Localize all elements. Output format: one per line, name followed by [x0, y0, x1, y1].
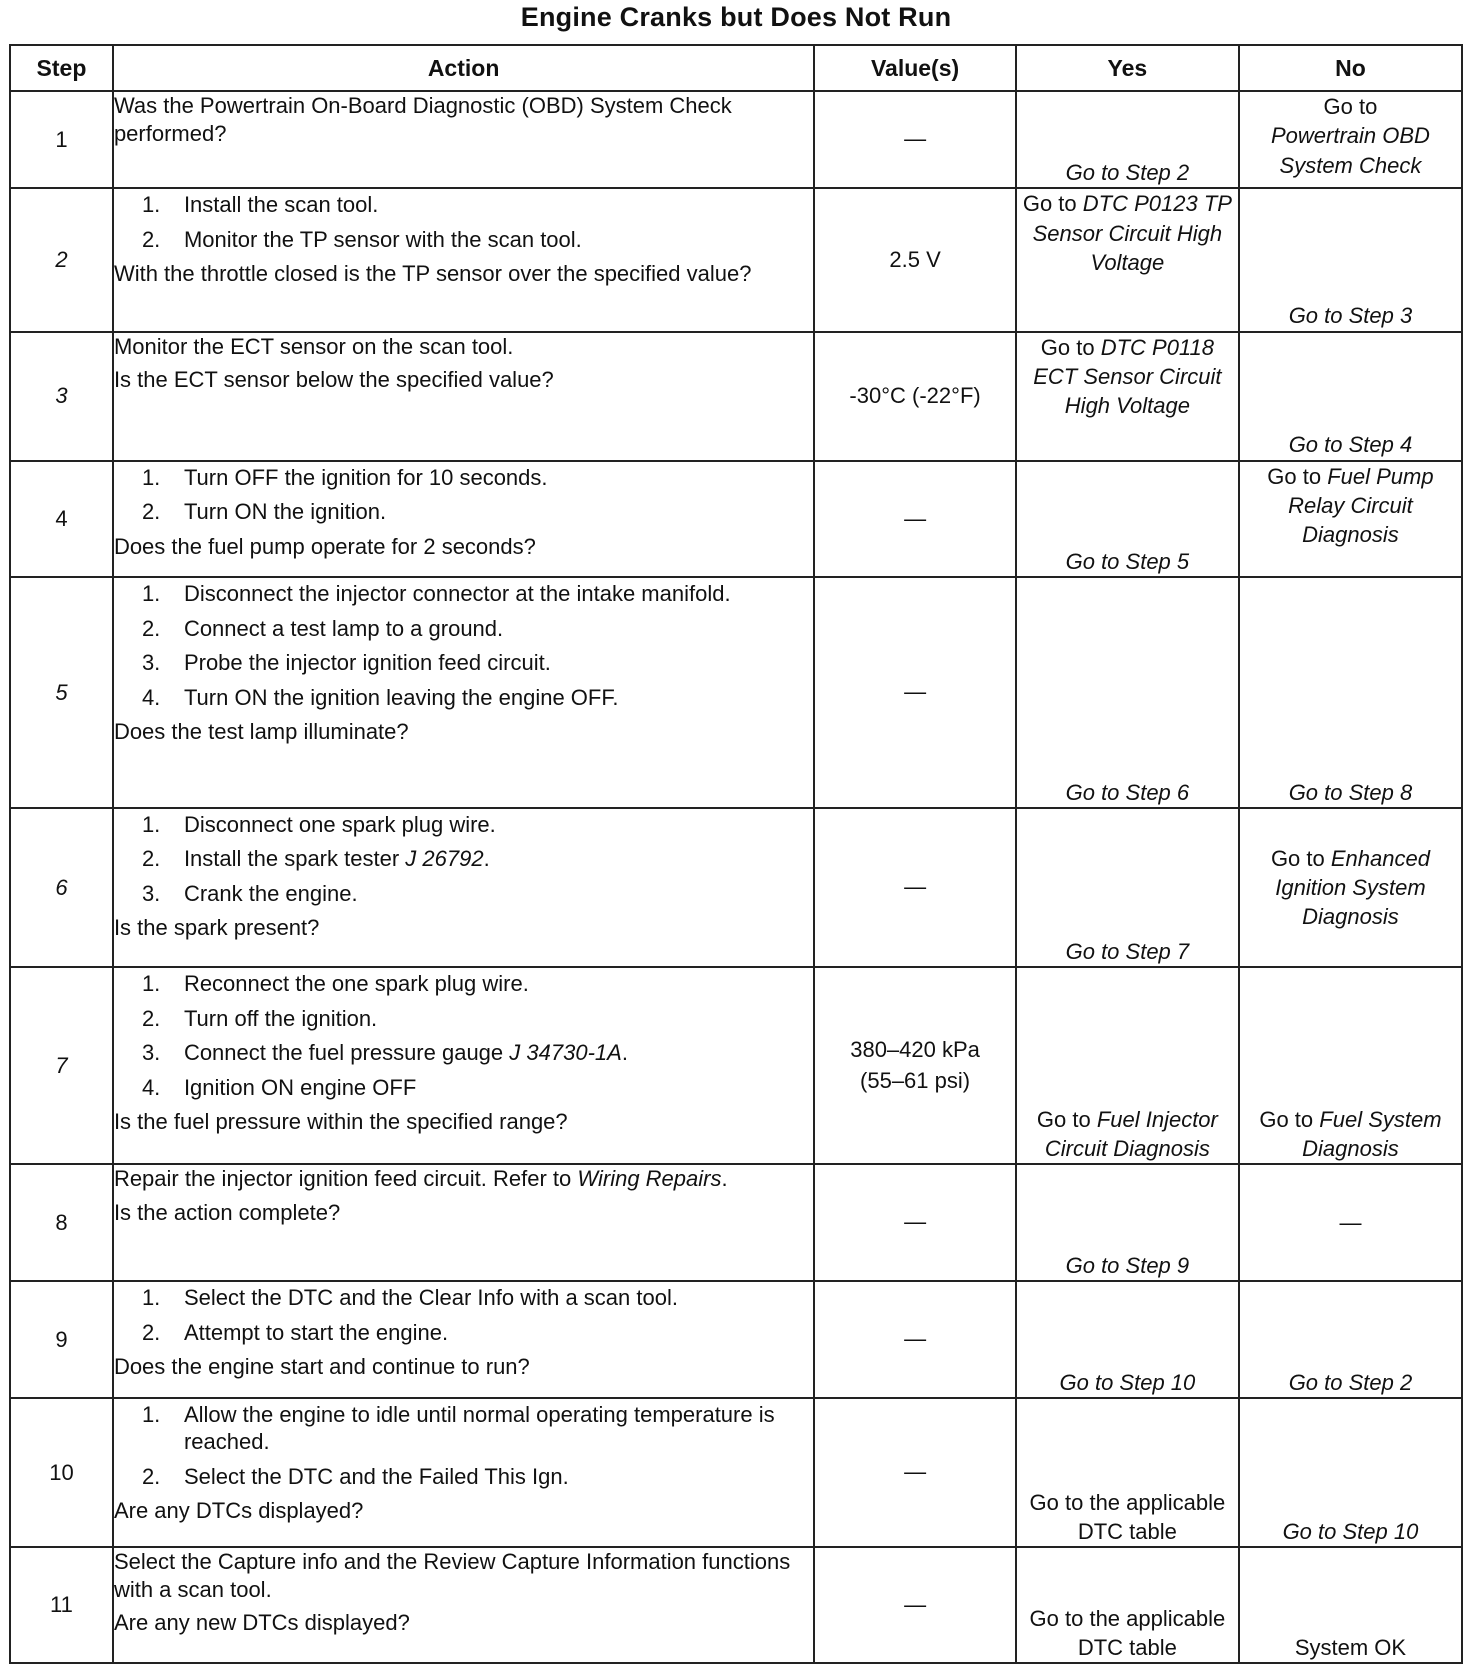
action-cell	[113, 1281, 814, 1398]
value-cell: —	[814, 577, 1016, 808]
yes-prefix: Go to	[1040, 334, 1095, 360]
action-question: Does the test lamp illuminate?	[113, 719, 409, 745]
yes-prefix: Go to	[1036, 1106, 1091, 1132]
yes-ref: Fuel Injector Circuit Diagnosis	[1044, 1106, 1218, 1162]
table-row	[10, 91, 1462, 188]
no-prefix: Go to	[1259, 1106, 1314, 1132]
yes-cell: Go to Step 9	[1016, 1164, 1239, 1281]
action-ref: Wiring Repairs	[577, 1166, 722, 1192]
value-cell: 2.5 V	[814, 188, 1016, 331]
value-cell: —	[814, 808, 1016, 967]
list-item: 3. Connect the fuel pressure gauge J 34730-1A.	[141, 1040, 628, 1066]
step-number: 10	[10, 1398, 113, 1547]
list-item: 2. Install the spark tester J 26792.	[141, 846, 490, 872]
value-imperial: (55–61 psi)	[860, 1067, 971, 1093]
yes-cell: Go to the applicable DTC table	[1016, 1547, 1239, 1663]
action-text: Repair the injector ignition feed circuit. Refer to Wiring Repairs.	[113, 1166, 728, 1192]
step-number: 2	[10, 188, 113, 331]
table-row	[10, 967, 1462, 1164]
action-cell	[113, 967, 814, 1164]
list-item: 2. Monitor the TP sensor with the scan tool.	[141, 226, 582, 252]
action-question: Are any DTCs displayed?	[113, 1498, 364, 1524]
step-number: 11	[10, 1547, 113, 1663]
action-cell	[113, 332, 814, 461]
action-cell	[113, 808, 814, 967]
no-cell: Go to Step 10	[1239, 1398, 1462, 1547]
page-title: Engine Cranks but Does Not Run	[520, 2, 952, 32]
list-item: 1. Allow the engine to idle until normal operating temperature is reached.	[141, 1401, 775, 1455]
action-text: Monitor the ECT sensor on the scan tool.	[113, 333, 514, 359]
action-text: Select the Capture info and the Review Capture Information functions with a scan tool.	[113, 1549, 791, 1602]
yes-cell: Go to Step 2	[1016, 91, 1239, 188]
yes-cell	[1016, 967, 1239, 1164]
header-row	[10, 45, 1462, 91]
no-prefix: Go to	[1267, 463, 1322, 489]
list-item: 2. Connect a test lamp to a ground.	[141, 615, 504, 641]
table-row	[10, 1164, 1462, 1281]
value-cell: —	[814, 1398, 1016, 1547]
yes-cell	[1016, 332, 1239, 461]
step-number: 8	[10, 1164, 113, 1281]
yes-cell: Go to Step 7	[1016, 808, 1239, 967]
no-ref: Powertrain OBD System Check	[1270, 123, 1430, 178]
tool-number: J 34730-1A	[509, 1040, 622, 1066]
header-no: No	[1239, 45, 1462, 91]
table-row	[10, 188, 1462, 331]
no-cell	[1239, 91, 1462, 188]
action-cell	[113, 1164, 814, 1281]
action-cell	[113, 461, 814, 578]
diagnostic-table	[9, 44, 1463, 1664]
step-number: 9	[10, 1281, 113, 1398]
list-item: 2. Turn off the ignition.	[141, 1005, 378, 1031]
action-question: Are any new DTCs displayed?	[113, 1610, 410, 1636]
tool-number: J 26792	[405, 846, 484, 872]
list-item: 3. Crank the engine.	[141, 880, 358, 906]
list-item: 1. Select the DTC and the Clear Info with a scan tool.	[141, 1285, 678, 1311]
list-item: 3. Probe the injector ignition feed circuit.	[141, 650, 551, 676]
header-yes: Yes	[1016, 45, 1239, 91]
list-item: 1. Reconnect the one spark plug wire.	[141, 971, 529, 997]
value-cell: —	[814, 1547, 1016, 1663]
yes-cell: Go to Step 10	[1016, 1281, 1239, 1398]
yes-cell: Go to Step 6	[1016, 577, 1239, 808]
no-cell	[1239, 808, 1462, 967]
yes-prefix: Go to	[1022, 191, 1077, 217]
header-action: Action	[113, 45, 814, 91]
yes-ref: DTC P0123 TP Sensor Circuit High Voltage	[1032, 191, 1232, 275]
yes-cell: Go to the applicable DTC table	[1016, 1398, 1239, 1547]
step-number: 5	[10, 577, 113, 808]
no-ref: Enhanced Ignition System Diagnosis	[1275, 845, 1430, 930]
list-item: 4. Ignition ON engine OFF	[141, 1074, 417, 1100]
value-cell	[814, 967, 1016, 1164]
list-item: 1. Disconnect one spark plug wire.	[141, 811, 496, 837]
header-step: Step	[10, 45, 113, 91]
table-row	[10, 461, 1462, 578]
no-ref: Fuel System Diagnosis	[1302, 1106, 1442, 1162]
list-item: 4. Turn ON the ignition leaving the engine OFF.	[141, 684, 619, 710]
no-cell	[1239, 967, 1462, 1164]
action-question: With the throttle closed is the TP sensor over the specified value?	[113, 261, 752, 287]
action-cell	[113, 577, 814, 808]
list-item: 1. Install the scan tool.	[141, 192, 379, 218]
table-row	[10, 1547, 1462, 1663]
table-row	[10, 332, 1462, 461]
no-cell: —	[1239, 1164, 1462, 1281]
no-cell: Go to Step 4	[1239, 332, 1462, 461]
table-row	[10, 1281, 1462, 1398]
action-cell	[113, 1547, 814, 1663]
action-cell	[113, 188, 814, 331]
no-ref: Fuel Pump Relay Circuit Diagnosis	[1288, 463, 1434, 548]
value-cell: —	[814, 461, 1016, 578]
no-prefix: Go to	[1270, 845, 1325, 871]
value-cell: —	[814, 1281, 1016, 1398]
action-question: Is the fuel pressure within the specified range?	[113, 1109, 568, 1135]
list-item: 1. Turn OFF the ignition for 10 seconds.	[141, 464, 548, 490]
action-question: Is the spark present?	[113, 915, 320, 941]
list-item: 2. Select the DTC and the Failed This Ign.	[141, 1463, 569, 1489]
action-question: Is the ECT sensor below the specified value?	[113, 367, 554, 393]
table-row	[10, 808, 1462, 967]
action-cell	[113, 91, 814, 188]
action-question: Does the engine start and continue to run?	[113, 1354, 530, 1380]
no-cell: Go to Step 8	[1239, 577, 1462, 808]
header-values: Value(s)	[814, 45, 1016, 91]
list-item: 2. Attempt to start the engine.	[141, 1319, 449, 1345]
list-item: 1. Disconnect the injector connector at the intake manifold.	[141, 581, 731, 607]
no-cell	[1239, 461, 1462, 578]
table-row	[10, 577, 1462, 808]
no-cell: Go to Step 2	[1239, 1281, 1462, 1398]
value-cell: —	[814, 1164, 1016, 1281]
table-row	[10, 1398, 1462, 1547]
value-metric: 380–420 kPa	[850, 1037, 980, 1063]
action-cell	[113, 1398, 814, 1547]
yes-ref: DTC P0118 ECT Sensor Circuit High Voltage	[1033, 334, 1222, 419]
yes-cell	[1016, 188, 1239, 331]
action-text: Was the Powertrain On-Board Diagnostic (OBD) System Check performed?	[113, 93, 732, 146]
step-number: 7	[10, 967, 113, 1164]
no-cell: System OK	[1239, 1547, 1462, 1663]
action-question: Is the action complete?	[113, 1199, 341, 1225]
action-question: Does the fuel pump operate for 2 seconds?	[113, 533, 536, 559]
step-number: 3	[10, 332, 113, 461]
step-number: 6	[10, 808, 113, 967]
list-item: 2. Turn ON the ignition.	[141, 499, 387, 525]
yes-cell: Go to Step 5	[1016, 461, 1239, 578]
step-number: 4	[10, 461, 113, 578]
value-cell: —	[814, 91, 1016, 188]
no-prefix: Go to	[1323, 94, 1378, 119]
step-number: 1	[10, 91, 113, 188]
value-cell: -30°C (-22°F)	[814, 332, 1016, 461]
no-cell: Go to Step 3	[1239, 188, 1462, 331]
